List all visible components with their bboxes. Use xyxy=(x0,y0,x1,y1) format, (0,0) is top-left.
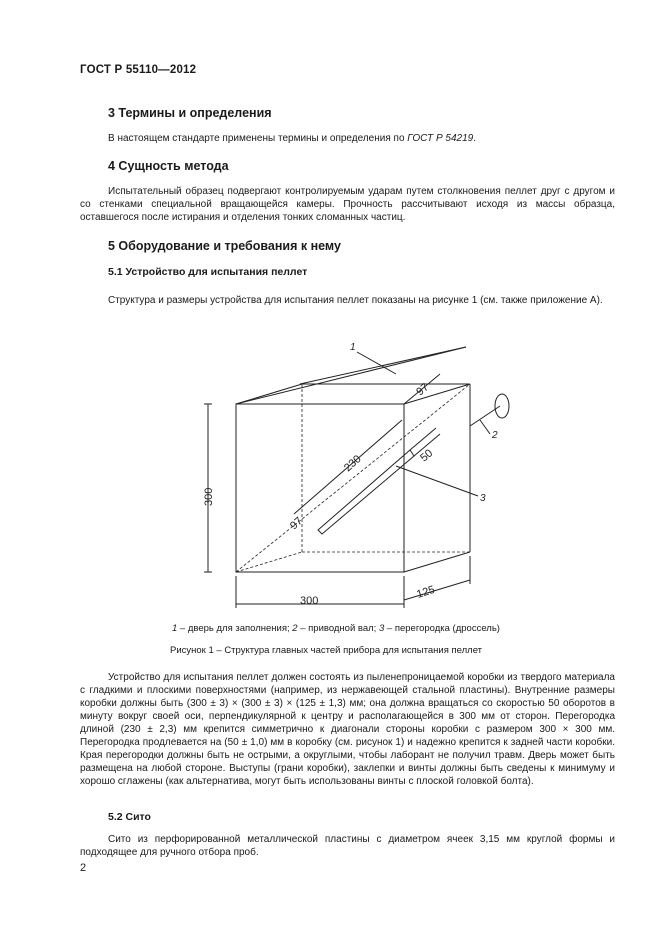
leader-line-1 xyxy=(357,352,396,374)
drive-shaft-pulley xyxy=(495,394,509,418)
hidden-bottom-left-edge xyxy=(236,552,302,572)
section-4-text: Испытательный образец подвергают контролируемым ударам путем столкновения пеллет друг с другом и со стенками специальной вращающейся камеры. Прочность рассчитывают исходя из массы образца, оставшегося после истирания и отделения тонких сломанных частиц. xyxy=(80,186,615,223)
figure-caption: Рисунок 1 – Структура главных частей прибора для испытания пеллет xyxy=(170,645,483,656)
legend-text-3: – перегородка (дроссель) xyxy=(384,623,500,634)
document-header: ГОСТ Р 55110—2012 xyxy=(80,64,197,76)
dim-230-value: 230 xyxy=(341,453,364,475)
section-3-text-suffix: . xyxy=(473,133,476,144)
subsection-5-1-title: 5.1 Устройство для испытания пеллет xyxy=(108,266,308,278)
box-top-right-edge xyxy=(404,384,470,404)
door-lid-side xyxy=(300,347,466,384)
dim-50-value: 50 xyxy=(418,447,436,465)
legend-num-3: 3 xyxy=(378,623,385,634)
dim-depth-value: 125 xyxy=(415,583,437,601)
subsection-5-2-title: 5.2 Сито xyxy=(108,811,151,823)
legend-text-2: – приводной вал; xyxy=(297,623,379,634)
dim-line-depth xyxy=(404,580,470,600)
diagonal-line xyxy=(236,384,470,572)
section-3-title: 3 Термины и определения xyxy=(108,106,272,120)
page-number: 2 xyxy=(80,862,87,874)
label-baffle: 3 xyxy=(480,493,486,504)
baffle-plate xyxy=(318,450,414,534)
leader-line-2 xyxy=(480,420,490,434)
legend-num-2: 2 xyxy=(292,623,298,634)
label-shaft: 2 xyxy=(492,430,498,441)
section-4-title: 4 Сущность метода xyxy=(108,159,229,173)
subsection-5-1-text: Структура и размеры устройства для испытания пеллет показаны на рисунке 1 (см. также приложение А). xyxy=(108,295,603,306)
section-5-body-text: Устройство для испытания пеллет должен состоять из пыленепроницаемой коробки из твердого материала с гладкими и плоскими поверхностями (например, из нержавеющей стальной пластины). Внутренние размеры коробки должны быть (300 ± 3) × (300 ± 3) × (125 ± 1,3) мм; она должна вращаться со скоростью 50 оборотов в минуту вокруг своей оси, перпендикулярной к центру и располагающейся в 300 мм от сторон. Перегородка длиной (230 ± 2,3) мм крепится симметрично к диагонали стороны коробки с размером 300 × 300 мм. Перегородка продлевается на (50 ± 1,0) мм в коробку (см. рисунок 1) и надежно крепится к задней части коробки. Края перегородки должны быть не острыми, а округлыми, чтобы лаборант не получил травм. Дверь может быть размещена на любой стороне. Выступы (грани коробки), заклепки и винты должны быть сведены к минимуму и хорошо сглажены (как альтернатива, могут быть использованы винты с плоской головкой болта). xyxy=(80,672,615,787)
subsection-5-2-text: Сито из перфорированной металлической пластины с диаметром ячеек 3,15 мм круглой формы и подходящее для ручного отбора проб. xyxy=(80,834,615,858)
figure-legend xyxy=(172,623,500,634)
label-door: 1 xyxy=(350,342,356,353)
standard-reference: ГОСТ Р 54219 xyxy=(407,133,474,144)
dim-height-value: 300 xyxy=(203,487,215,506)
dim-97-upper-value: 97 xyxy=(414,381,432,399)
legend-num-1: 1 xyxy=(172,623,178,634)
dim-97-lower-value: 97 xyxy=(287,515,306,533)
legend-text-1: – дверь для заполнения; xyxy=(177,623,293,634)
box-top-left-edge xyxy=(236,384,302,404)
box-bottom-right-edge xyxy=(404,552,470,572)
box-front-face xyxy=(236,404,404,572)
dim-width-value: 300 xyxy=(300,595,319,607)
section-3-text-prefix: В настоящем стандарте применены термины и определения по xyxy=(108,133,408,144)
section-5-title: 5 Оборудование и требования к нему xyxy=(108,239,341,253)
leader-line-3 xyxy=(396,466,478,496)
baffle-extension xyxy=(410,428,436,450)
